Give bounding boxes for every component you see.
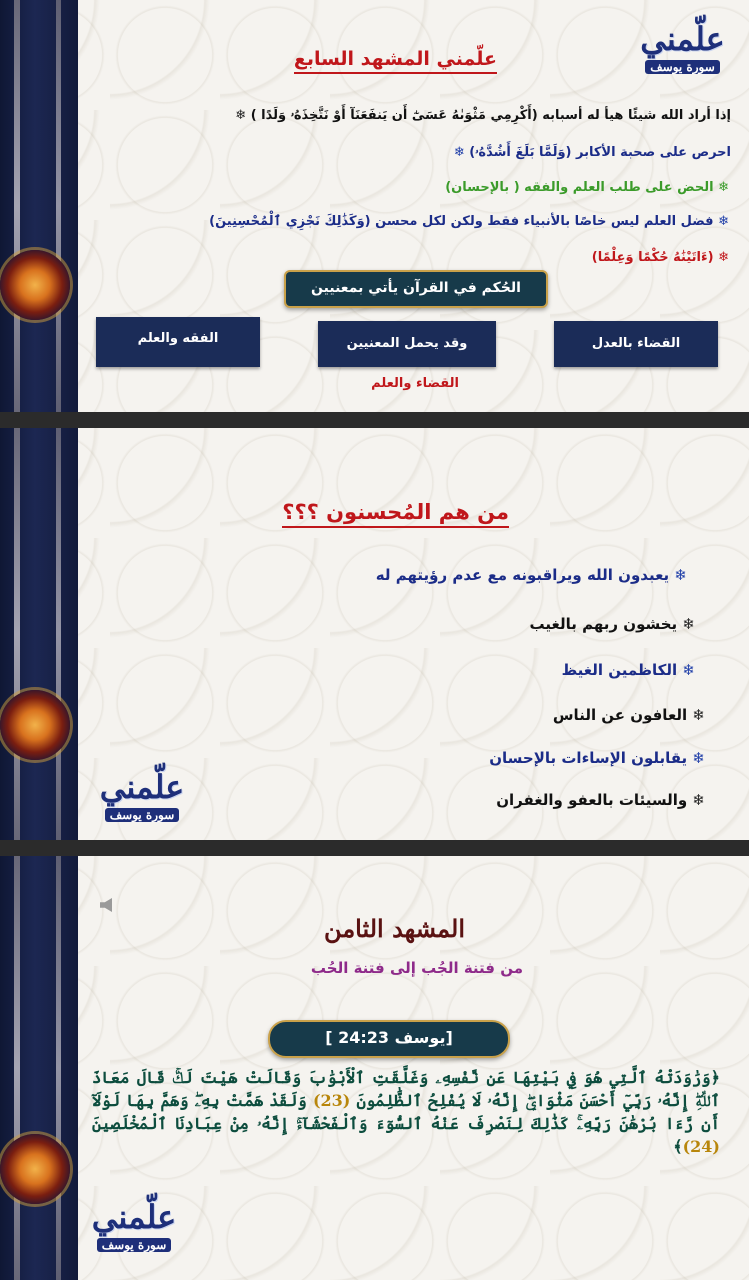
logo-subtitle: سورة يوسف	[645, 60, 720, 74]
decorative-pillar	[0, 428, 78, 840]
point-2	[454, 145, 731, 160]
verse-close-bracket: ﴾	[673, 1137, 683, 1156]
point-3	[445, 180, 729, 195]
slide-eighth-scene	[0, 856, 749, 1280]
point-5-text: (ءَاتَيْنَٰهُ حُكْمًا وَعِلْمًا)	[591, 250, 719, 265]
list-item-text: يعبدون الله ويراقبونه مع عدم رؤيتهم له	[375, 566, 670, 584]
quran-verse	[92, 1066, 720, 1158]
ayah-number-24: (24)	[682, 1137, 720, 1156]
snowflake-icon: ❄	[692, 749, 705, 767]
ayah-number-23: (23)	[312, 1091, 351, 1110]
logo-subtitle: سورة يوسف	[105, 808, 180, 822]
point-1	[235, 108, 731, 123]
list-item-text: والسيئات بالعفو والغفران	[496, 791, 688, 809]
ornament-rosette-icon	[0, 690, 70, 760]
point-2-text: احرص على صحبة الأكابر (وَلَمَّا بَلَغَ أَشُدَّهُۥ)	[464, 145, 731, 160]
point-1-text: إذا أراد الله شيئًا هيأ له أسبابه (أَكْرِمِي مَثْوَىٰهُ عَسَىٰٓ أَن يَنفَعَنَآ أَوْ نَتَّخِذَهُۥ وَلَدًا )	[246, 108, 731, 123]
decorative-pillar	[0, 0, 78, 412]
list-item-text: العافون عن الناس	[552, 706, 688, 724]
ornament-rosette-icon	[0, 250, 70, 320]
list-item-text: الكاظمين الغيظ	[561, 661, 678, 679]
speaker-icon[interactable]	[100, 898, 112, 912]
point-4-text: فضل العلم ليس خاصًا بالأنبياء فقط ولكن لكل محسن (وَكَذَٰلِكَ نَجْزِي ٱلْمُحْسِنِينَ)	[209, 214, 719, 229]
combined-meaning-note: القضاء والعلم	[371, 376, 459, 391]
list-item	[376, 566, 687, 584]
verse-reference-banner: [يوسف 24:23 ]	[268, 1020, 510, 1058]
list-item	[496, 791, 705, 809]
slide-who-are-muhsinun	[0, 428, 749, 840]
slide-title: من هم المُحسنون ؟؟؟	[282, 500, 509, 528]
slide-seventh-scene	[0, 0, 749, 412]
snowflake-icon: ❄	[682, 615, 695, 633]
point-4	[209, 214, 729, 229]
list-item	[562, 661, 695, 679]
meaning-justice-box: القضاء بالعدل	[554, 321, 718, 367]
snowflake-icon: ❄	[692, 706, 705, 724]
snowflake-icon: ❄	[674, 566, 687, 584]
both-meanings-box: وقد يحمل المعنيين	[318, 321, 496, 367]
list-item	[530, 615, 695, 633]
snowflake-icon: ❄	[718, 250, 729, 265]
ruling-meaning-banner: الحُكم في القرآن يأتي بمعنيين	[284, 270, 548, 308]
decorative-pillar	[0, 856, 78, 1280]
list-item	[489, 749, 705, 767]
snowflake-icon: ❄	[692, 791, 705, 809]
logo-text: علّمني	[91, 1198, 177, 1236]
meaning-knowledge-box: الفقه والعلم	[96, 317, 260, 367]
logo-subtitle: سورة يوسف	[97, 1238, 172, 1252]
allimni-logo	[84, 1200, 184, 1253]
snowflake-icon: ❄	[682, 661, 695, 679]
slide-title: المشهد الثامن	[324, 914, 465, 943]
list-item-text: يقابلون الإساءات بالإحسان	[489, 749, 688, 767]
verse-text-24: وَلَقَدْ هَمَّتْ بِهِۦۖ وَهَمَّ بِهَا لَوْلَآ أَن رَّءَا بُرْهَٰنَ رَبِّهِۦۚ كَذَٰلِكَ لِنَصْرِفَ عَنْهُ ٱلسُّوٓءَ وَٱلْفَحْشَآءَۚ إِنَّهُۥ مِنْ عِبَادِنَا ٱلْمُخْلَصِينَ	[92, 1091, 720, 1133]
ornament-rosette-icon	[0, 1134, 70, 1204]
point-3-text: الحض على طلب العلم والفقه ( بالإحسان)	[445, 180, 719, 195]
snowflake-icon: ❄	[235, 108, 247, 123]
snowflake-icon: ❄	[718, 214, 729, 229]
verse-text-23: ﴿وَرَٰوَدَتْهُ ٱلَّتِي هُوَ فِي بَيْتِهَا عَن نَّفْسِهِۦ وَغَلَّقَتِ ٱلْأَبْوَٰبَ وَقَالَتْ هَيْتَ لَكَۚ قَالَ مَعَاذَ ٱللَّهِۖ إِنَّهُۥ رَبِّيٓ أَحْسَنَ مَثْوَايَۖ إِنَّهُۥ لَا يُفْلِحُ ٱلظَّٰلِمُونَ	[92, 1068, 720, 1110]
logo-text: علّمني	[99, 768, 185, 806]
point-5	[592, 250, 729, 265]
snowflake-icon: ❄	[453, 145, 465, 160]
list-item	[553, 706, 705, 724]
allimni-logo	[92, 770, 192, 823]
list-item-text: يخشون ربهم بالغيب	[529, 615, 678, 633]
logo-text: علّمني	[640, 20, 725, 58]
slide-subtitle: من فتنة الجُب إلى فتنة الحُب	[310, 959, 523, 977]
snowflake-icon: ❄	[718, 180, 729, 195]
slide-title: علّمني المشهد السابع	[294, 48, 497, 74]
allimni-logo	[630, 22, 735, 75]
